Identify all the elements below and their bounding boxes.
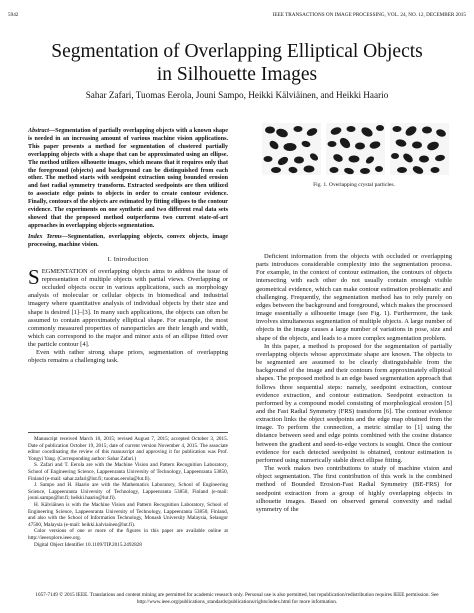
index-terms-label: Index Terms (28, 233, 62, 240)
crystal-particles-image-a (262, 123, 321, 175)
figure-1 (262, 123, 450, 175)
journal-name: IEEE TRANSACTIONS ON IMAGE PROCESSING, VOL. 24, NO. 12, DECEMBER 2015 (272, 12, 466, 18)
footnote-affiliation-2: J. Sampo and H. Haario are with the Mathematics Laboratory, School of Engineering Science, Lappeenranta University of Technology, Lappeenranta 53850, Finland (e-mail: jouni.sampo@lut.fi; heikki.haario@lut.fi). (28, 482, 228, 502)
footnote-affiliation-1: S. Zafari and T. Eerola are with the Machine Vision and Pattern Recognition Laboratory, School of Engineering Science, Lappeenranta University of Technology, Lappeenranta 53850, Finland (e-mail: sahar.zafari@lut.fi; tuomas.eerola@lut.fi). (28, 462, 228, 482)
footnote-affiliation-3: H. Kälviäinen is with the Machine Vision and Pattern Recognition Laboratory, School of Engineering Science, Lappeenranta University of Technology, Lappeenranta 53850, Finland, and also with the School of Information Technology, Monash University Malaysia, Selangor 47500, Malaysia (e-mail: heikki.kalviainen@lut.fi). (28, 501, 228, 528)
body-paragraph-2: In this paper, a method is proposed for the segmentation of partially overlapping objects whose approximate shape are known. The objects to be segmented are assumed to be clearly distinguishable from the background of the image and their contours form approximately elliptical shapes. The proposed method is an edge based segmentation approach that follows three sequential steps: namely, seedpoint extraction, contour evidence extraction, and contour estimation. Seedpoint extraction is performed by a compound model consisting of morphological erosion [5] and the Fast Radial Symmetry (FRS) transform [6]. The contour evidence extraction links the object seedpoints and the edge map obtained from the image. To perform the connection, a metric similar to [1] using the distance between seed and edge points combined with the cosine distance between the gradient and seed-to-edge vectors is sought. Once the contour evidence for each detected seedpoint is obtained, contour estimation is performed using numerically stable direct ellipse fitting. (256, 342, 452, 464)
body-paragraph-3: The work makes two contributions to study of machine vision and object segmentation. The first contribution of this work is the combined method of Bounded Erosion-Fast Radial Symmetry (BE-FRS) for seedpoint extraction from a group of highly overlapping objects in silhouette images. Based on observed general convexity and radial symmetry of the (256, 465, 452, 513)
paper-title (20, 40, 454, 86)
footnotes (28, 432, 228, 548)
page-number: 5942 (8, 12, 19, 18)
title-line-2: in Silhouette Images (156, 64, 318, 85)
index-terms (28, 234, 228, 250)
copyright-footer: 1057-7149 © 2015 IEEE. Translations and content mining are permitted for academic research only. Personal use is also permitted, but republication/redistribution requires IEEE permission. See http://www.ieee.org/publications_standards/publications/rights/index.html for more information. (35, 592, 439, 605)
footnote-doi: Digital Object Identifier 10.1109/TIP.2015.2492828 (34, 541, 142, 548)
footnote-color-versions: Color versions of one or more of the figures in this paper are available online at http://ieeexplore.ieee.org. (28, 528, 228, 541)
left-column (28, 128, 228, 366)
body-paragraph-1: Deficient information from the objects with occluded or overlapping parts introduces considerable complexity into the segmentation process. For example, in the context of contour estimation, the contours of objects intersecting with each other do not usually contain enough visible geometrical evidence, which can make contour estimation problematic and challenging. Frequently, the segmentation method has to rely purely on edges between the background and foreground, which makes the processed image essentially a silhouette image (see Fig. 1). Furthermore, the task involves simultaneous segmentation of multiple objects. A large number of objects in the image causes a large number of variations in pose, size and shape of the objects, and leads to a more complex segmentation problem. (256, 253, 452, 342)
figure-caption: Fig. 1. Overlapping crystal particles. (313, 182, 395, 188)
index-terms-text: —Segmentation, overlapping objects, convex objects, image processing, machine vision. (28, 233, 228, 248)
crystal-particles-image-c (390, 123, 449, 175)
intro-paragraph-2: Even with rather strong shape priors, segmentation of overlapping objects remains a challenging task. (28, 349, 228, 365)
figure-panel-b (326, 123, 385, 175)
author-list: Sahar Zafari, Tuomas Eerola, Jouni Sampo, Heikki Kälviäinen, and Heikki Haario (85, 90, 389, 100)
intro-paragraph-1-text: EGMENTATION of overlapping objects aims to address the issue of representation of multiple objects with partial views. Overlapping or occluded objects occur in various applications, such as morphology analysis of molecular or cellular objects in biomedical and industrial imagery where quantitative analysis of individual objects by their size and shape is desired [1]–[3]. In many such applications, the objects can often be assumed to contain approximately elliptical shape. For example, the most commonly measured properties of nanoparticles are their length and width, which can correspond to the major and minor axis of an ellipse fitted over the particle contour [4]. (28, 267, 228, 349)
title-line-1: Segmentation of Overlapping Elliptical Objects (51, 41, 423, 62)
abstract (28, 128, 228, 231)
figure-panel-c (390, 123, 449, 175)
section-heading-introduction: I. Introduction (107, 255, 149, 263)
drop-cap: S (28, 264, 40, 289)
right-column (256, 253, 452, 514)
footnote-manuscript: Manuscript received March 16, 2015; revised August 7, 2015; accepted October 3, 2015. Date of publication October 19, 2015; date of current version November 4, 2015. The associate editor coordinating the review of this manuscript and approving it for publication was Prof. Yongyi Yang. (Corresponding author: Sahar Zafari.) (28, 436, 228, 462)
crystal-particles-image-b (326, 123, 385, 175)
abstract-label: Abstract (28, 128, 49, 134)
intro-paragraph-1 (28, 264, 228, 350)
abstract-text: —Segmentation of partially overlapping objects with a known shape is needed in an increasing amount of various machine vision applications. This paper presents a method for segmentation of clustered partially overlapping objects with a shape that can be approximated using an ellipse. The method utilizes silhouette images, which means that it requires only that the foreground (objects) and background can be distinguished from each other. The method starts with seedpoint extraction using bounded erosion and fast radial symmetry transform. Extracted seedpoints are then utilized to associate edge points to objects in order to create contour evidence. Finally, contours of the objects are estimated by fitting ellipses to the contour evidence. The experiments on one synthetic and two different real data sets showed that the proposed method outperforms two current state-of-art approaches in overlapping objects segmentation. (28, 128, 228, 229)
figure-panel-a (262, 123, 321, 175)
